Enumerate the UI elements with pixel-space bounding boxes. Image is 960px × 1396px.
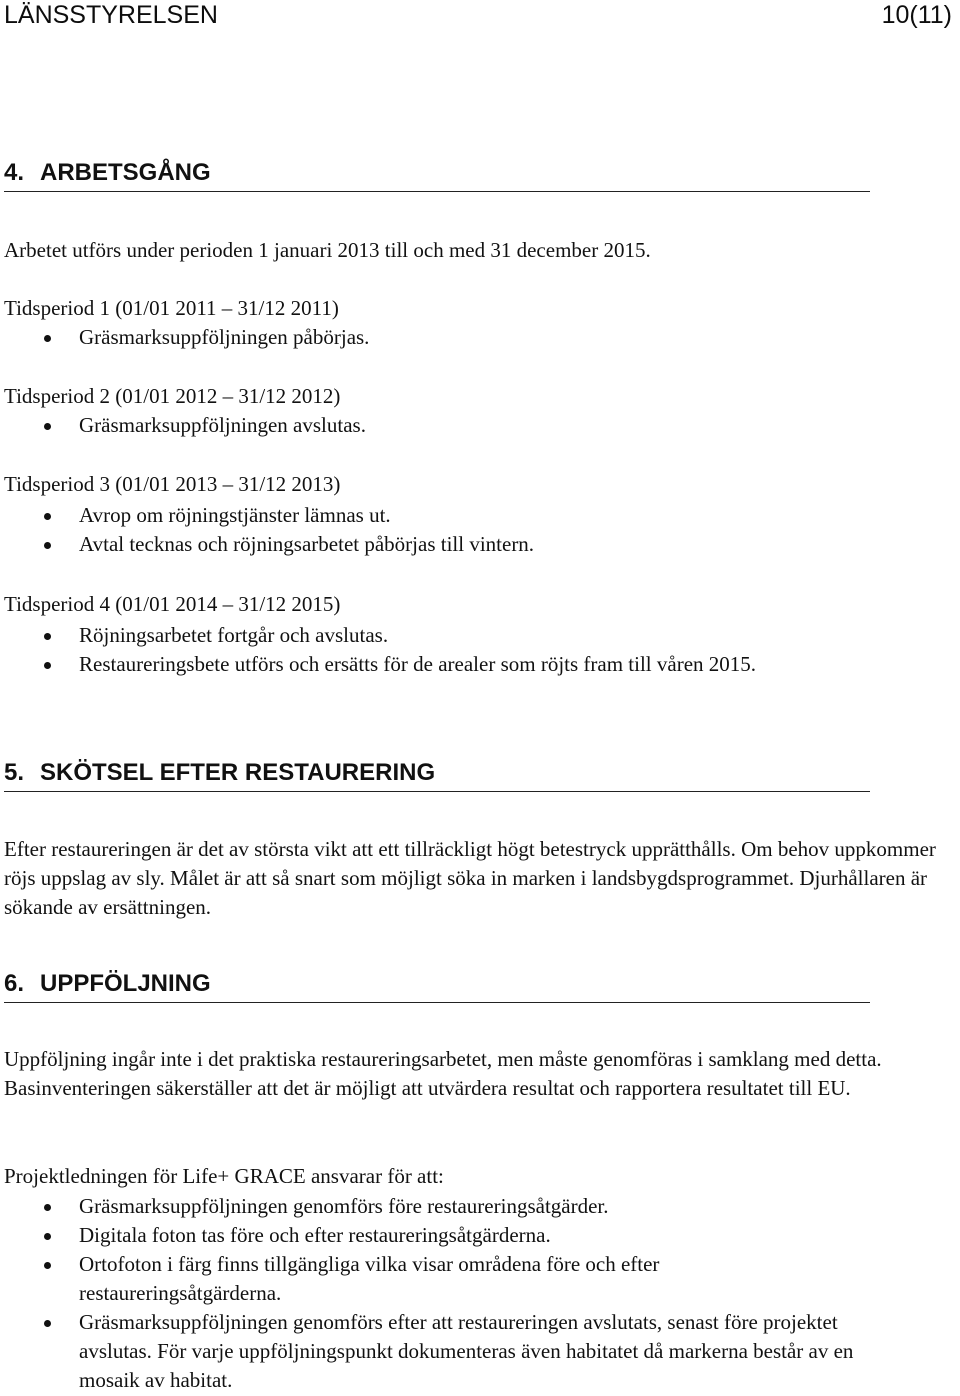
section-6-heading — [4, 969, 870, 1003]
list-item: Digitala foton tas före och efter restaureringsåtgärderna. — [0, 1221, 948, 1250]
bullet-icon — [44, 513, 51, 520]
section-5-heading — [4, 758, 870, 792]
bullet-icon — [44, 423, 51, 430]
responsibility-intro: Projektledningen för Life+ GRACE ansvarar för att: — [4, 1164, 444, 1188]
section-4-intro: Arbetet utförs under perioden 1 januari 2013 till och med 31 december 2015. — [4, 238, 651, 262]
document-header-org: LÄNSSTYRELSEN — [4, 1, 218, 29]
section-4-number: 4. — [4, 159, 25, 186]
section-5-number: 5. — [4, 759, 25, 786]
list-item: Avrop om röjningstjänster lämnas ut. — [0, 501, 948, 530]
period-4-list — [0, 621, 948, 679]
list-item: Gräsmarksuppföljningen avslutas. — [0, 411, 948, 440]
list-item: Restaureringsbete utförs och ersätts för de arealer som röjts fram till våren 2015. — [0, 650, 948, 679]
bullet-icon — [44, 335, 51, 342]
list-item: Gräsmarksuppföljningen genomförs före restaureringsåtgärder. — [0, 1192, 948, 1221]
bullet-icon — [44, 1320, 51, 1327]
bullet-icon — [44, 1233, 51, 1240]
period-1-list — [0, 323, 948, 352]
bullet-icon — [44, 1204, 51, 1211]
bullet-icon — [44, 633, 51, 640]
section-6-number: 6. — [4, 970, 25, 997]
period-3-list — [0, 501, 948, 559]
section-4-heading — [4, 158, 870, 192]
list-item: Gräsmarksuppföljningen påbörjas. — [0, 323, 948, 352]
page-number: 10(11) — [881, 1, 952, 29]
list-item: Röjningsarbetet fortgår och avslutas. — [0, 621, 948, 650]
period-3-label: Tidsperiod 3 (01/01 2013 – 31/12 2013) — [4, 472, 341, 496]
period-1-label: Tidsperiod 1 (01/01 2011 – 31/12 2011) — [4, 296, 339, 320]
section-5-body: Efter restaureringen är det av största vikt att ett tillräckligt högt betestryck upprätthålls. Om behov uppkommer röjs uppslag av sly. Målet är att så snart som möjligt söka in marken i landsbygdsprogrammet. Djurhållaren är sökande av ersättningen. — [4, 837, 936, 919]
section-6-body: Uppföljning ingår inte i det praktiska restaureringsarbetet, men måste genomföras i samklang med detta. Basinventeringen säkerställer att det är möjligt att utvärdera resultat och rapportera resultatet till EU. — [4, 1047, 882, 1100]
responsibility-list — [0, 1192, 948, 1395]
bullet-icon — [44, 1262, 51, 1269]
list-item: Avtal tecknas och röjningsarbetet påbörjas till vintern. — [0, 530, 948, 559]
section-6-title: UPPFÖLJNING — [40, 970, 211, 997]
period-2-label: Tidsperiod 2 (01/01 2012 – 31/12 2012) — [4, 384, 341, 408]
bullet-icon — [44, 662, 51, 669]
list-item: Gräsmarksuppföljningen genomförs efter att restaureringen avslutats, senast före projektet avslutas. För varje uppföljningspunkt dokumenteras även habitatet då markerna består av en mosaik av habitat. — [0, 1308, 948, 1395]
section-5-title: SKÖTSEL EFTER RESTAURERING — [40, 759, 436, 786]
period-2-list — [0, 411, 948, 440]
section-4-title: ARBETSGÅNG — [40, 159, 211, 186]
bullet-icon — [44, 542, 51, 549]
period-4-label: Tidsperiod 4 (01/01 2014 – 31/12 2015) — [4, 592, 341, 616]
list-item: Ortofoton i färg finns tillgängliga vilka visar områdena före och efter restaureringsåtgärderna. — [0, 1250, 948, 1308]
